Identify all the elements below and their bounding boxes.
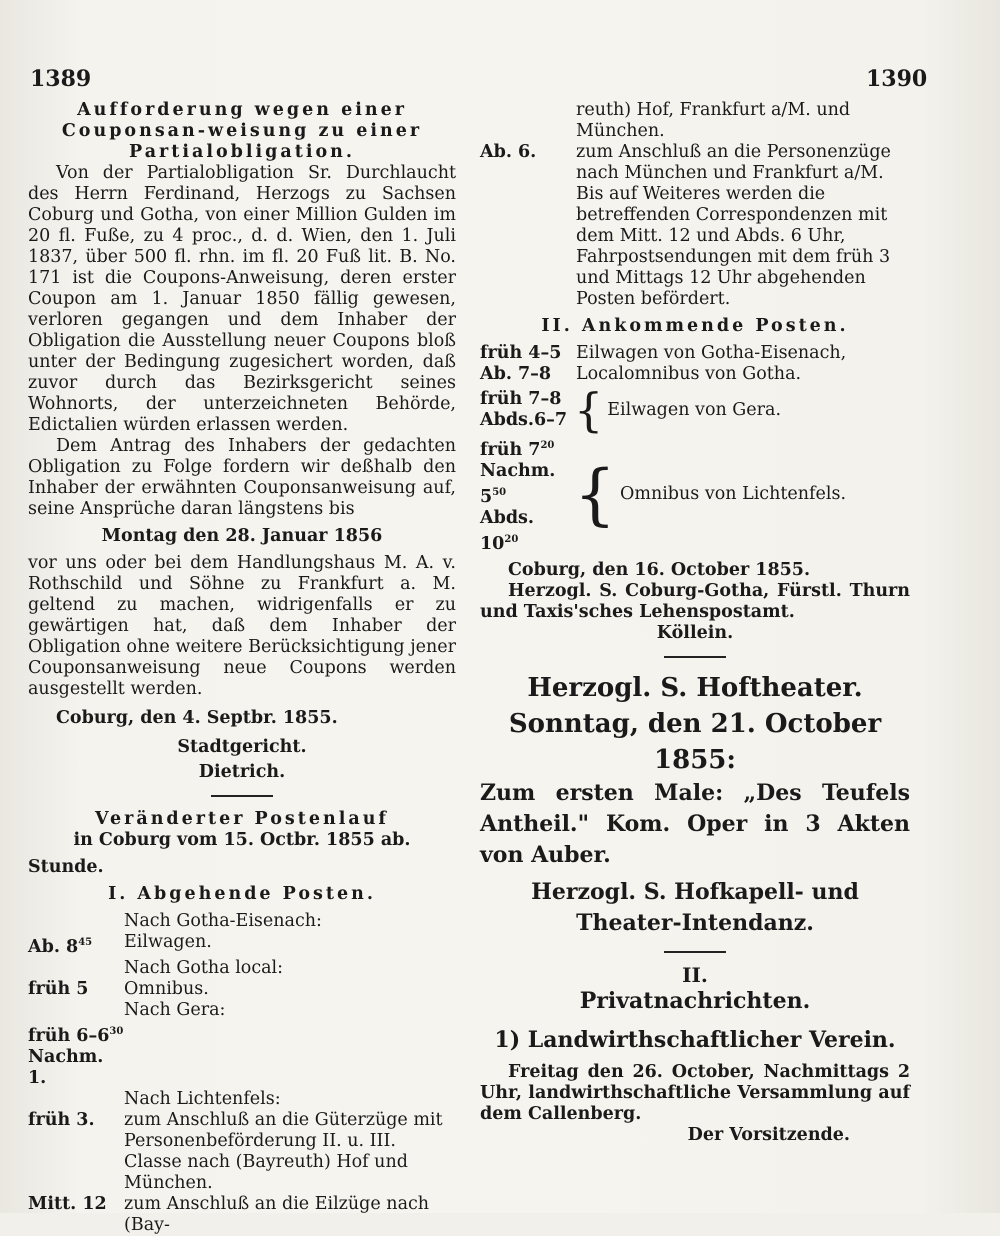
notice-body-2: Dem Antrag des Inhabers der gedachten Obligation zu Folge fordern wir deßhalb den Inhaber der erwähnten Couponsanweisung auf, seine Ansprüche daran längstens bis [28, 436, 456, 519]
signer: Dietrich. [198, 762, 286, 782]
verein-text: Freitag den 26. October, Nachmittags 2 Uhr, landwirthschaftliche Versammlung auf dem Callenberg. [480, 1062, 910, 1125]
section-number: II. [682, 963, 708, 988]
table-row: früh 7–8 Abds.6–7 { Eilwagen von Gera. [480, 383, 782, 437]
table-row: Nach Gotha local: [124, 957, 284, 978]
departure-table [28, 911, 456, 1236]
table-row: Nach Gotha-Eisenach: [124, 911, 322, 931]
table-row: früh 4–5 Eilwagen von Gotha-Eisenach, [480, 343, 847, 363]
theater-play: Zum ersten Male: „Des Teufels Antheil." Kom. Oper in 3 Akten von Auber. [480, 780, 910, 869]
table-row: Nach Gera: [124, 999, 226, 1020]
table-row: Mitt. 12 zum Anschluß an die Eilzüge nach (Bay- [28, 1193, 430, 1235]
table-row: Ab. 6. zum Anschluß an die Personenzüge nach München und Frankfurt a/M. Bis auf Weiteres werden die betreffenden Correspondenzen mit dem Mitt. 12 und Abds. 6 Uhr, Fahrpostsendungen mit dem früh 3 und Mittags 12 Uhr abgehenden Posten befördert. [480, 142, 891, 309]
court-name: Stadtgericht. [177, 737, 307, 757]
place-date-right: Coburg, den 16. October 1855. [508, 560, 811, 581]
notice-title: Aufforderung wegen einer Couponsan-weisung zu einer Partialobligation. [61, 100, 423, 162]
post-subtitle: in Coburg vom 15. Octbr. 1855 ab. [73, 830, 411, 850]
table-row: früh 5 Omnibus. [28, 978, 209, 999]
divider [664, 656, 726, 658]
notice-body: Von der Partialobligation Sr. Durchlaucht des Herrn Ferdinand, Herzogs zu Sachsen Coburg und Gotha, von einer Million Gulden im 20 fl. Fuße, zu 4 proc., d. d. Wien, den 1. Juli 1837, über 500 fl. rhn. im fl. 20 Fuß lit. B. No. 171 ist die Coupons-Anweisung, deren erster Coupon am 1. Januar 1850 fällig gewesen, verloren gegangen und dem Inhaber der Obligation die Ausstellung neuer Coupons bloß unter der Bedingung zugesichert worden, daß zuvor durch das Bezirksgericht seines Wohnorts, der unterzeichneten Behörde, Edictalien würden erlassen werden. [28, 163, 456, 435]
section-arriving: II. Ankommende Posten. [541, 316, 849, 336]
notice-body-3: vor uns oder bei dem Handlungshaus M. A. v. Rothschild und Söhne zu Frankfurt a. M. geltend zu machen, widrigenfalls er zu gewärtigen hat, daß dem Inhaber der Obligation ohne weitere Berücksichtigung jener Couponsanweisung neue Coupons werden ausgestellt werden. [28, 553, 456, 699]
intendanz: Herzogl. S. Hofkapell- und Theater-Intendanz. [531, 879, 859, 937]
page-number-left: 1389 [30, 66, 92, 92]
hour-label: Stunde. [28, 857, 104, 877]
table-row: Ab. 7–8 Localomnibus von Gotha. [480, 364, 802, 384]
left-column [28, 100, 456, 1236]
right-column [480, 100, 910, 1146]
office-signer: Köllein. [656, 623, 734, 644]
verein-heading: 1) Landwirthschaftlicher Verein. [494, 1027, 896, 1054]
deadline: Montag den 28. Januar 1856 [101, 526, 383, 546]
verein-signature: Der Vorsitzende. [687, 1125, 850, 1146]
table-row: früh 3. zum Anschluß an die Güterzüge mit Personenbeförderung II. u. III. Classe nach (Bayreuth) Hof und München. [28, 1109, 443, 1193]
theater-date: Sonntag, den 21. October 1855: [508, 709, 882, 776]
section-departing: I. Abgehende Posten. [108, 884, 376, 904]
table-row: früh $6-6^{30}$ [28, 1025, 124, 1046]
place-date: Coburg, den 4. Septbr. 1855. [56, 708, 338, 728]
table-row: Nach Lichtenfels: [124, 1088, 281, 1109]
table-row: früh $7^{20}$ Nachm. $5^{50}$ Abds. $10^{20}$ { Omnibus von Lichtenfels. [480, 439, 847, 554]
table-row: reuth) Hof, Frankfurt a/M. und München. [576, 100, 851, 141]
postal-office: Herzogl. S. Coburg-Gotha, Fürstl. Thurn und Taxis'sches Lehenspostamt. [480, 581, 910, 623]
table-row: Nachm. 1. [28, 1046, 104, 1088]
table-row: Ab. $8^{45}$ Eilwagen. [28, 932, 212, 957]
brace-glyph: { [574, 383, 604, 437]
divider [211, 795, 273, 797]
post-title: Veränderter Postenlauf [95, 809, 389, 829]
page-number-right: 1390 [866, 66, 928, 92]
private-news-heading: Privatnachrichten. [579, 988, 811, 1015]
theater-heading: Herzogl. S. Hoftheater. [527, 673, 863, 704]
brace-glyph: { [574, 455, 616, 533]
divider [664, 951, 726, 953]
